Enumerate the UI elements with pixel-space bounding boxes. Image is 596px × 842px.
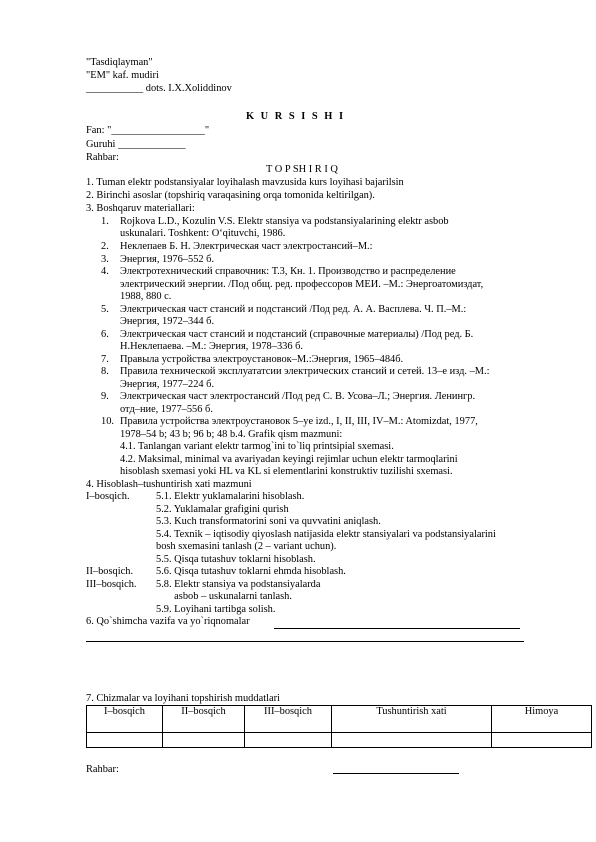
fan-label: Fan: " (86, 125, 112, 136)
approval-line-3 (86, 83, 232, 96)
reference-number: 5. (101, 304, 109, 315)
reference-line: Электрическая част стансий и подстансий (справочные материалы) /Под ред. Б. (120, 329, 474, 340)
table-header-row (87, 706, 592, 733)
reference-line: uskunalari. Toshkent: O‘qituvchi, 1986. (120, 228, 286, 239)
approval-line-1: "Tasdiqlayman" (86, 57, 153, 68)
reference-number: 3. (101, 254, 109, 265)
stage-task: 5.2. Yuklamalar grafigini qurish (156, 504, 289, 515)
stage-label: II–bosqich. (86, 566, 134, 577)
reference-line: отд–ние, 1977–556 б. (120, 404, 213, 415)
blank-line (274, 628, 520, 629)
table-cell (163, 733, 245, 748)
schedule-table (86, 705, 592, 748)
signature-line (333, 773, 459, 774)
reference-line: Энергия, 1976–552 б. (120, 254, 215, 265)
fan-close-quote: " (204, 125, 210, 136)
stage-task: asbob – uskunalarni tanlash. (156, 591, 292, 602)
section-6: 6. Qo`shimcha vazifa va yo`riqnomalar (86, 616, 250, 627)
grafik-item: hisoblash sxemasi yoki HL va KL si elementlarini konstruktiv tuzilishi sxemasi. (120, 466, 453, 477)
reference-number: 7. (101, 354, 109, 365)
reference-line: Правыла устройства электроустановок–М.:Энергия, 1965–484б. (120, 354, 404, 365)
reference-line: 1978–54 b; 43 b; 96 b; 48 b.4. Grafik qism mazmuni: (120, 429, 343, 440)
approval-line-2: "EM" kaf. mudiri (86, 70, 159, 81)
blank-line (86, 641, 524, 642)
stage-task: 5.5. Qisqa tutashuv toklarni hisoblash. (156, 554, 316, 565)
reference-number: 1. (101, 216, 109, 227)
reference-line: Правила устройства электроустановок 5–ye izd., I, II, III, IV–M.: Atomizdat, 1977, (120, 416, 478, 427)
stage-task: 5.3. Kuch transformatorini soni va quvvatini aniqlash. (156, 516, 381, 527)
section-3: 3. Boshqaruv materiallari: (86, 203, 195, 214)
reference-number: 6. (101, 329, 109, 340)
hisoblash-title: 4. Hisoblash–tushuntirish xati mazmuni (86, 479, 252, 490)
fan-field (86, 125, 209, 138)
footer-rahbar: Rahbar: (86, 764, 119, 775)
stage-task: 5.1. Elektr yuklamalarini hisoblash. (156, 491, 305, 502)
guruhi-field: Guruhi _____________ (86, 139, 186, 150)
stage-task: 5.6. Qisqa tutashuv toklarni ehmda hisoblash. (156, 566, 346, 577)
table-row (87, 733, 592, 748)
stage-label: III–bosqich. (86, 579, 137, 590)
table-cell (492, 733, 592, 748)
column-header: Himoya (492, 706, 592, 733)
reference-line: Электрическая част стансий и подстансий /Под ред. А. А. Васплева. Ч. П.–М.: (120, 304, 467, 315)
reference-number: 10. (101, 416, 114, 427)
column-header: III–bosqich (245, 706, 332, 733)
grafik-item: 4.1. Tanlangan variant elektr tarmog`ini to`liq printsipial sxemasi. (120, 441, 394, 452)
section-7: 7. Chizmalar va loyihani topshirish muddatlari (86, 693, 280, 704)
reference-line: электрический энергии. /Под общ. ред. профессоров МЕИ. –М.: Энергоатомиздат, (120, 279, 484, 290)
table-cell (332, 733, 492, 748)
reference-line: Электрическая част электростансий /Под ред С. В. Усова–Л.; Энергия. Ленингр. (120, 391, 476, 402)
reference-line: Электротехнический справочник: Т.3, Кн. 1. Производство и распределение (120, 266, 456, 277)
grafik-item: 4.2. Maksimal, minimal va avariyadan keyingi rejimlar uchun elektr tarmoqlarini (120, 454, 458, 465)
reference-line: Энергия, 1972–344 б. (120, 316, 215, 327)
stage-task: 5.9. Loyihani tartibga solish. (156, 604, 276, 615)
table-cell (87, 733, 163, 748)
column-header: Tushuntirish xati (332, 706, 492, 733)
reference-line: Rojkova L.D., Kozulin V.S. Elektr stansiya va podstansiyalarining elektr asbob (120, 216, 449, 227)
reference-number: 8. (101, 366, 109, 377)
topshiriq-title: T O P SH I R I Q (266, 164, 338, 175)
reference-number: 4. (101, 266, 109, 277)
reference-number: 9. (101, 391, 109, 402)
fan-blank: __________________ (111, 125, 205, 136)
table-cell (245, 733, 332, 748)
column-header: II–bosqich (163, 706, 245, 733)
signature-blank: ___________ (86, 83, 144, 94)
reference-number: 2. (101, 241, 109, 252)
stage-task: 5.4. Texnik – iqtisodiy qiyoslash natijasida elektr stansiyalari va podstansiyalarini (156, 529, 496, 540)
stage-task: 5.8. Elektr stansiya va podstansiyalarda (156, 579, 321, 590)
reference-line: Н.Неклепаева. –М.: Энергия, 1978–336 б. (120, 341, 304, 352)
stage-task: bosh sxemasini tanlash (2 – variant uchun). (156, 541, 337, 552)
section-2: 2. Birinchi asoslar (topshiriq varaqasining orqa tomonida keltirilgan). (86, 190, 375, 201)
section-1: 1. Tuman elektr podstansiyalar loyihalash mavzusida kurs loyihasi bajarilsin (86, 177, 404, 188)
reference-line: Энергия, 1977–224 б. (120, 379, 215, 390)
column-header: I–bosqich (87, 706, 163, 733)
reference-line: Неклепаев Б. Н. Электрическая част электростансий–М.: (120, 241, 373, 252)
rahbar-field: Rahbar: (86, 152, 119, 163)
stage-label: I–bosqich. (86, 491, 130, 502)
reference-line: Правила технической эксплуататсии электрических стансий и сетей. 13–е изд. –М.: (120, 366, 490, 377)
approver-name: dots. I.X.Xoliddinov (145, 83, 232, 94)
reference-line: 1988, 880 с. (120, 291, 172, 302)
document-title: K U R S I S H I (246, 111, 346, 122)
